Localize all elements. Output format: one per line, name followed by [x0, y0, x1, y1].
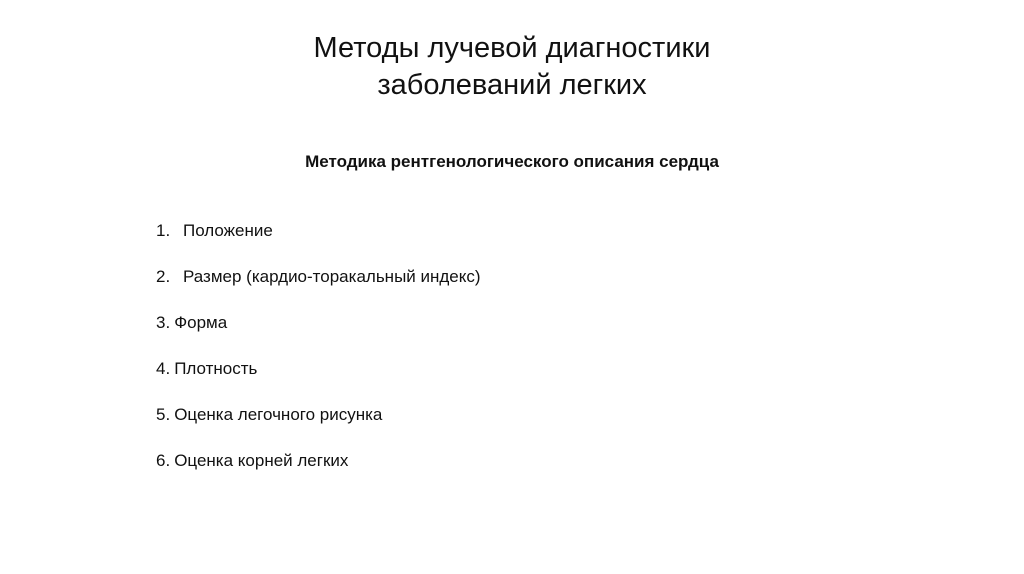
list-item-number: 6.: [156, 451, 171, 470]
slide-title-line-1: Методы лучевой диагностики: [313, 32, 711, 64]
list-item: [156, 358, 481, 380]
list-item: [156, 450, 481, 472]
list-item-text: Форма: [174, 313, 228, 332]
list-item-text: Оценка корней легких: [174, 451, 349, 470]
list-item-text: Размер (кардио-торакальный индекс): [183, 267, 481, 286]
slide-title: [0, 30, 1024, 104]
list-item-number: 5.: [156, 405, 171, 424]
list-item: [156, 266, 481, 288]
slide-title-line-2: заболеваний легких: [377, 69, 647, 101]
method-list: [156, 220, 481, 496]
list-item-text: Положение: [183, 221, 273, 240]
list-item: [156, 404, 481, 426]
list-item-number: 3.: [156, 313, 171, 332]
list-item-text: Плотность: [174, 359, 258, 378]
slide-subtitle: Методика рентгенологического описания сердца: [305, 152, 719, 171]
list-item-number: 2.: [156, 267, 171, 286]
list-item-number: 1.: [156, 221, 171, 240]
list-item: [156, 220, 481, 242]
list-item-text: Оценка легочного рисунка: [174, 405, 383, 424]
list-item-number: 4.: [156, 359, 171, 378]
list-item: [156, 312, 481, 334]
